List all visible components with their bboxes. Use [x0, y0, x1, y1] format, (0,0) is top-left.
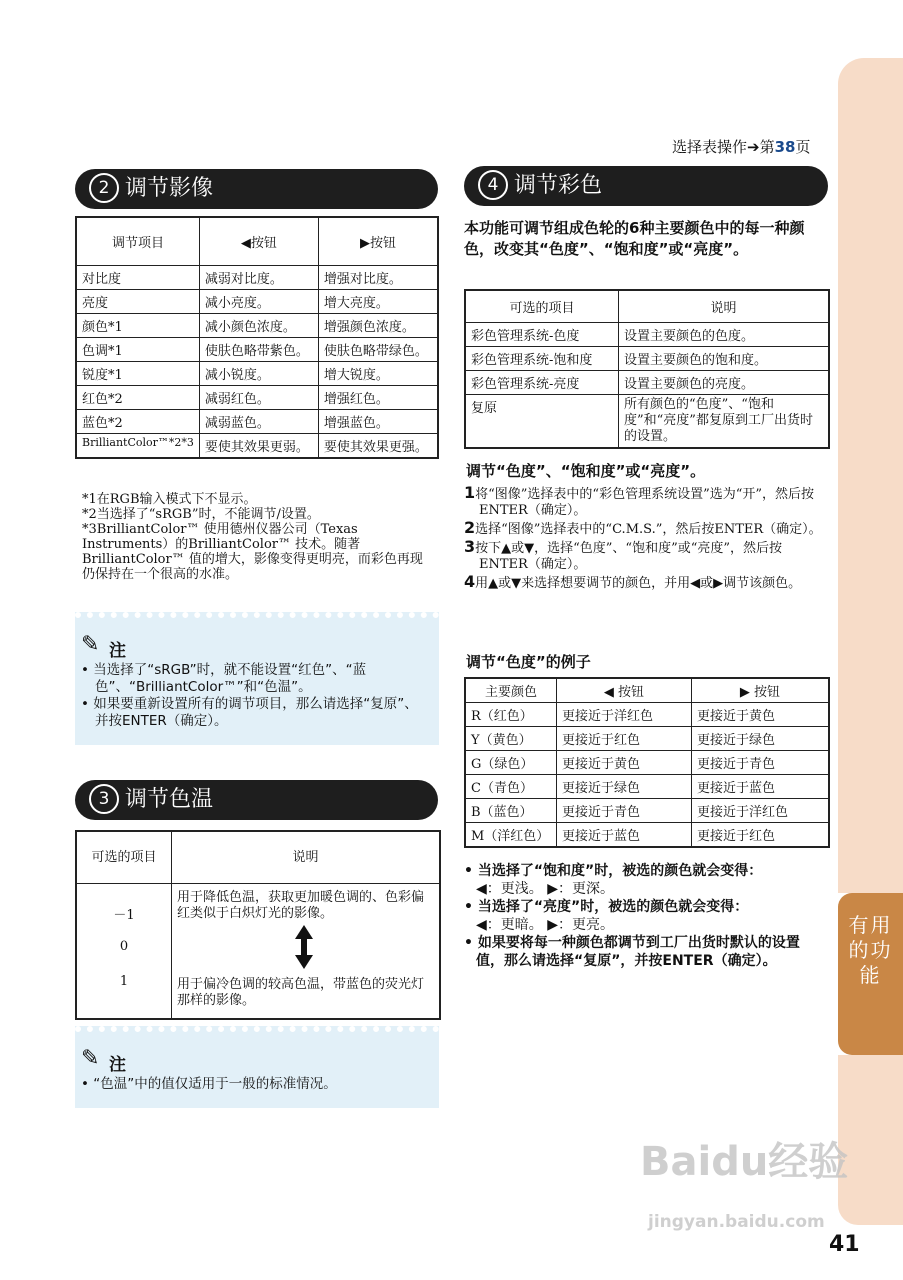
table-row: 彩色管理系统-亮度 设置主要颜色的亮度。 — [465, 370, 829, 394]
menu-reference: 选择表操作➔第38页 — [672, 138, 811, 156]
page-number: 41 — [829, 1232, 860, 1257]
note-box-color-temp: ✎ 注 • “色温”中的值仅适用于一般的标准情况。 — [75, 1026, 439, 1108]
watermark-url: jingyan.baidu.com — [648, 1212, 825, 1232]
list-item: 3按下▲或▼，选择“色度”、“饱和度”或“亮度”，然后按ENTER（确定）。 — [464, 537, 783, 572]
list-item: • 如果要重新设置所有的调节项目，那么请选择“复原”、并按ENTER（确定）。 — [81, 696, 418, 729]
section-header-adjust-color: 4 调节彩色 — [464, 166, 828, 206]
list-item: • 如果要将每一种颜色都调节到工厂出货时默认的设置值，那么请选择“复原”，并按ENTER（确定）。 — [464, 935, 800, 969]
table-row: C（青色） 更接近于绿色 更接近于蓝色 — [465, 775, 829, 799]
header-right-button: ▶ 按钮 — [692, 678, 830, 703]
pencil-icon: ✎ — [81, 632, 100, 657]
table-row: M（洋红色） 更接近于蓝色 更接近于红色 — [465, 823, 829, 848]
column-divider — [171, 884, 172, 1018]
table-row: 蓝色*2 减弱蓝色。 增强蓝色。 — [76, 409, 438, 433]
note-list — [81, 1076, 431, 1093]
header-options: 可选的项目 — [465, 290, 619, 322]
list-item: • 当选择了“sRGB”时，就不能设置“红色”、“蓝色”、“BrilliantColor™”和“色温”。 — [81, 662, 367, 695]
table-row: 亮度 减小亮度。 增大亮度。 — [76, 289, 438, 313]
table-row: 彩色管理系统-饱和度 设置主要颜色的饱和度。 — [465, 346, 829, 370]
hue-example-table — [464, 677, 830, 848]
temp-value-minus1: －1 — [113, 908, 135, 923]
header-left-button: ◀按钮 — [199, 217, 318, 265]
header-left-button: ◀ 按钮 — [557, 678, 692, 703]
temp-value-0: 0 — [119, 939, 129, 954]
watermark-logo: Baidu经验 — [640, 1139, 849, 1185]
section-header-adjust-image: 2 调节影像 — [75, 169, 438, 209]
image-adjust-table — [75, 216, 439, 459]
pencil-icon: ✎ — [81, 1046, 100, 1071]
steps-list — [464, 485, 826, 593]
table-row: 色调*1 使肤色略带紫色。 使肤色略带绿色。 — [76, 337, 438, 361]
desc-high: 用于偏冷色调的较高色温，带蓝色的荧光灯那样的影像。 — [177, 977, 425, 1008]
color-temp-table — [75, 830, 441, 1020]
subheading-adjust: 调节“色度”、“饱和度”或“亮度”。 — [466, 462, 706, 480]
footnote-2: *2当选择了“sRGB”时，不能调节/设置。 — [82, 507, 320, 522]
header-description: 说明 — [172, 832, 439, 884]
desc-low: 用于降低色温，获取更加暖色调的、色彩偏红类似于白炽灯光的影像。 — [177, 890, 425, 921]
table-row: 红色*2 减弱红色。 增强红色。 — [76, 385, 438, 409]
side-tab-useful-features[interactable]: 有用 的功 能 — [838, 893, 903, 1055]
table-row: G（绿色） 更接近于黄色 更接近于青色 — [465, 751, 829, 775]
intro-text: 本功能可调节组成色轮的6种主要颜色中的每一种颜色，改变其“色度”、“饱和度”或“亮度”。 — [464, 219, 805, 258]
table-row: 复原 所有颜色的“色度”、“饱和度”和“亮度”都复原到工厂出货时的设置。 — [465, 394, 829, 448]
table-row: R（红色） 更接近于洋红色 更接近于黄色 — [465, 703, 829, 727]
temp-value-1: 1 — [119, 974, 129, 989]
cms-table — [464, 289, 830, 449]
header-main-color: 主要颜色 — [465, 678, 557, 703]
footnotes — [82, 492, 428, 582]
list-item: 1将“图像”选择表中的“彩色管理系统设置”选为“开”，然后按ENTER（确定）。 — [464, 483, 815, 518]
list-item: • 当选择了“饱和度”时，被选的颜色就会变得： — [464, 863, 763, 879]
table-row: B（蓝色） 更接近于青色 更接近于洋红色 — [465, 799, 829, 823]
list-item: • “色温”中的值仅适用于一般的标准情况。 — [81, 1076, 337, 1092]
list-item: 2选择“图像”选择表中的“C.M.S.”，然后按ENTER（确定）。 — [464, 518, 822, 537]
table-row: Y（黄色） 更接近于红色 更接近于绿色 — [465, 727, 829, 751]
note-list — [81, 662, 431, 730]
footnote-3: *3BrilliantColor™ 使用德州仪器公司（Texas Instruments）的BrilliantColor™ 技术。随著BrilliantColor™ 值的增大，影像变得更明亮，而彩色再现仍保持在一个很高的水准。 — [82, 522, 423, 582]
list-item: • 当选择了“亮度”时，被选的颜色就会变得： — [464, 899, 749, 915]
arrow-icon: ➔ — [747, 138, 760, 156]
table-row: 彩色管理系统-色度 设置主要颜色的色度。 — [465, 322, 829, 346]
table-row: 对比度 减弱对比度。 增强对比度。 — [76, 265, 438, 289]
up-down-arrow-icon — [294, 925, 314, 969]
header-right-button: ▶按钮 — [318, 217, 438, 265]
side-band-top — [838, 58, 903, 893]
footnote-1: *1在RGB输入模式下不显示。 — [82, 492, 257, 507]
header-description: 说明 — [619, 290, 830, 322]
section-header-color-temp: 3 调节色温 — [75, 780, 438, 820]
list-item: 4用▲或▼来选择想要调节的颜色，并用◀或▶调节该颜色。 — [464, 572, 802, 591]
table-row: 锐度*1 减小锐度。 增大锐度。 — [76, 361, 438, 385]
header-item: 调节项目 — [76, 217, 199, 265]
table-row: 颜色*1 减小颜色浓度。 增强颜色浓度。 — [76, 313, 438, 337]
subheading-example: 调节“色度”的例子 — [466, 653, 591, 671]
note-box-image: ✎ 注 • 当选择了“sRGB”时，就不能设置“红色”、“蓝色”、“BrilliantColor™”和“色温”。 • 如果要重新设置所有的调节项目，那么请选择“复原”、并按ENTER（确定）。 — [75, 612, 439, 745]
header-options: 可选的项目 — [77, 832, 172, 884]
table-row: BrilliantColor™*2*3 要使其效果更弱。 要使其效果更强。 — [76, 433, 438, 458]
result-bullets: • 当选择了“饱和度”时，被选的颜色就会变得： ◀：更浅。 ▶：更深。 • 当选择了“亮度”时，被选的颜色就会变得： ◀：更暗。 ▶：更亮。 • 如果要将每一种颜色都调节到工厂出货时默认的设置值，那么请选择“复原”，并按ENTER（确定）。 — [464, 862, 824, 970]
